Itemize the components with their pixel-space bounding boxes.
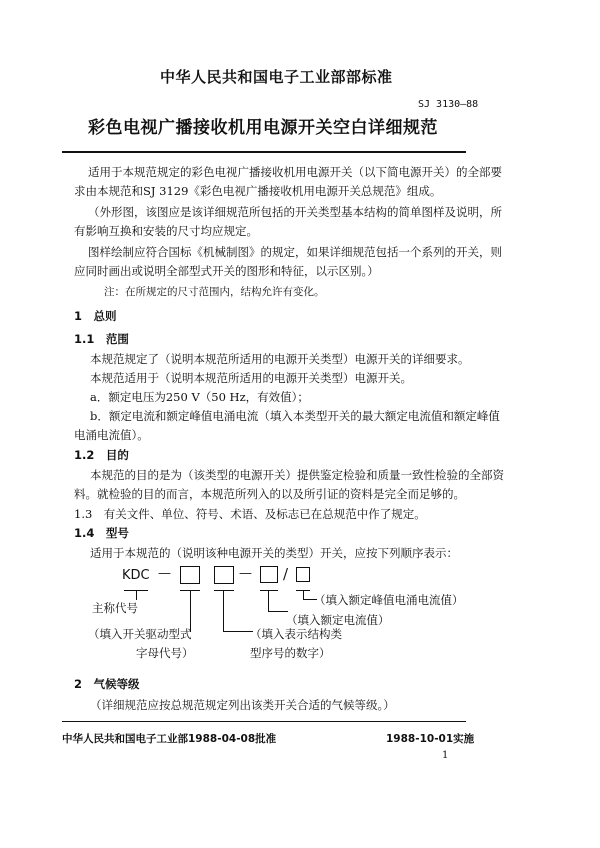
section-1-1-heading: 1.1 范围 [74, 332, 129, 346]
section-1-1-line2: 本规范适用于（说明本规范所适用的电源开关类型）电源开关。 [90, 371, 412, 385]
effective-date: 1988-10-01实施 [386, 733, 475, 745]
label-drive-type-line2: 字母代号） [136, 646, 194, 660]
model-dash-1: — [158, 566, 171, 581]
section-1-2-heading: 1.2 目的 [74, 448, 129, 462]
section-1-2-line2: 料。就检验的目的而言，本规范所列入的以及所引证的资料是完全而足够的。 [74, 487, 465, 501]
intro-para1-line2: 求由本规范和SJ 3129《彩色电视广播接收机用电源开关总规范》组成。 [74, 184, 442, 198]
label-structure-type-line1: （填入表示结构类 [250, 627, 342, 641]
peak-current-box [296, 567, 310, 582]
structure-type-box [214, 566, 234, 584]
intro-para2-line1: （外形图，该图应是该详细规范所包括的开关类型基本结构的简单图样及说明，所 [88, 205, 502, 219]
intro-para3-line1: 图样绘制应符合国标《机械制图》的规定，如果详细规范包括一个系列的开关，则 [88, 245, 502, 259]
drive-type-box [180, 566, 200, 584]
section-1-1-item-b-line2: 电涌电流值）。 [74, 428, 149, 442]
document-code: SJ 3130—88 [418, 99, 479, 110]
section-1-2-line1: 本规范的目的是为（该类型的电源开关）提供鉴定检验和质量一致性检验的全部资 [90, 468, 504, 482]
label-peak-current: （填入额定峰值电涌电流值） [314, 593, 464, 607]
model-prefix: KDC [122, 568, 150, 583]
section-1-4-line1: 适用于本规范的（说明该种电源开关的类型）开关，应按下列顺序表示： [90, 546, 458, 560]
section-1-1-item-a: a．额定电压为250 V（50 Hz，有效值）； [90, 390, 309, 404]
model-slash: / [283, 565, 289, 583]
document-title: 彩色电视广播接收机用电源开关空白详细规范 [88, 118, 438, 138]
bracket-structure-type [214, 590, 234, 591]
bracket-rated-current [260, 590, 278, 591]
section-2-text: （详细规范应按总规范规定列出该类开关合适的气候等级。） [90, 698, 395, 712]
intro-para2-line2: 有影响互换和安装的尺寸均应规定。 [74, 224, 258, 238]
footer-rule [62, 721, 466, 722]
section-2-heading: 2 气候等级 [74, 677, 140, 691]
intro-para1-line1: 适用于本规范规定的彩色电视广播接收机用电源开关（以下简电源开关）的全部要 [88, 165, 502, 179]
model-dash-2: — [239, 566, 252, 581]
title-rule [62, 151, 466, 153]
label-structure-type-line2: 型序号的数字） [250, 646, 331, 660]
issuing-organization: 中华人民共和国电子工业部部标准 [160, 68, 393, 86]
rated-current-box [260, 566, 278, 583]
section-1-heading: 1 总则 [74, 309, 117, 323]
section-1-4-heading: 1.4 型号 [74, 526, 129, 540]
intro-note: 注：在所规定的尺寸范围内，结构允许有变化。 [104, 286, 325, 298]
intro-para3-line2: 应同时画出或说明全部型式开关的图形和特征，以示区别。） [74, 264, 379, 278]
section-1-1-line1: 本规范规定了（说明本规范所适用的电源开关类型）电源开关的详细要求。 [90, 352, 470, 366]
label-rated-current: （填入额定电流值） [286, 613, 390, 627]
page-number: 1 [442, 750, 449, 761]
approval-line: 中华人民共和国电子工业部1988-04-08批准 [62, 733, 277, 745]
section-1-3: 1.3 有关文件、单位、符号、术语、及标志已在总规范中作了规定。 [74, 507, 426, 521]
section-1-1-item-b-line1: b．额定电流和额定峰值电涌电流（填入本类型开关的最大额定电流值和额定峰值 [90, 409, 500, 423]
label-drive-type-line1: （填入开关驱动型式 [88, 627, 192, 641]
label-main-code: 主称代号 [92, 601, 138, 615]
